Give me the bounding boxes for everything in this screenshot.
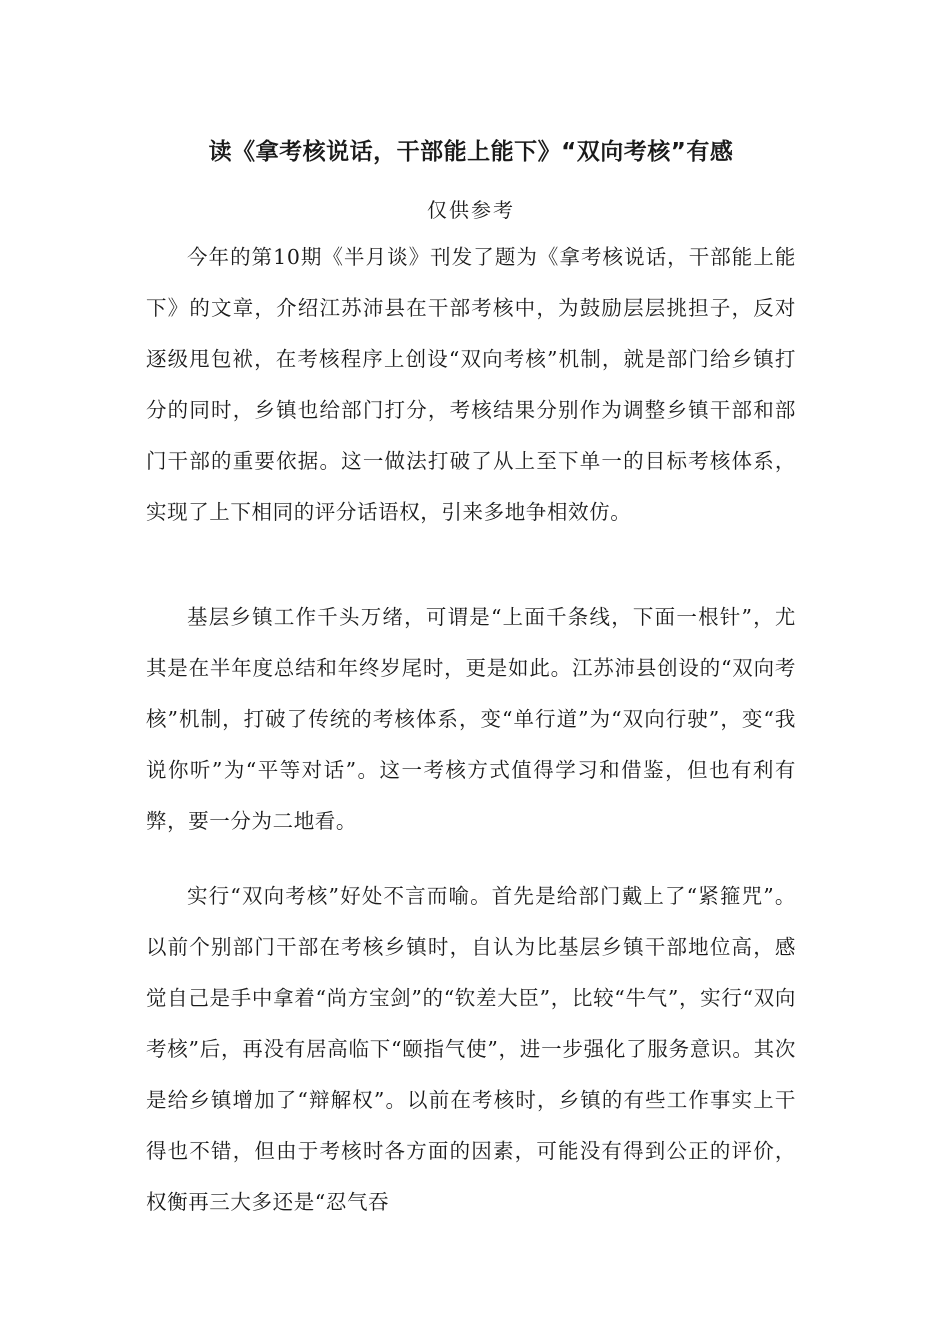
document-title: 读《拿考核说话，干部能上能下》“双向考核”有感 (208, 139, 734, 165)
paragraph-1: 今年的第10期《半月谈》刊发了题为《拿考核说话，干部能上能下》的文章，介绍江苏沛县在干部考核中，为鼓励层层挑担子，反对逐级甩包袱，在考核程序上创设“双向考核”机制，就是部门给乡镇打分的同时，乡镇也给部门打分，考核结果分别作为调整乡镇干部和部门干部的重要依据。这一做法打破了从上至下单一的目标考核体系，实现了上下相同的评分话语权，引来多地争相效仿。 (146, 245, 796, 524)
paragraph-3: 实行“双向考核”好处不言而喻。首先是给部门戴上了“紧箍咒”。以前个别部门干部在考核乡镇时，自认为比基层乡镇干部地位高，感觉自己是手中拿着“尚方宝剑”的“钦差大臣”，比较“牛气”，实行“双向考核”后，再没有居高临下“颐指气使”，进一步强化了服务意识。其次是给乡镇增加了“辩解权”。以前在考核时，乡镇的有些工作事实上干得也不错，但由于考核时各方面的因素，可能没有得到公正的评价，权衡再三大多还是“忍气吞 (146, 884, 796, 1214)
paragraph-2: 基层乡镇工作千头万绪，可谓是“上面千条线，下面一根针”，尤其是在半年度总结和年终岁尾时，更是如此。江苏沛县创设的“双向考核”机制，打破了传统的考核体系，变“单行道”为“双向行驶”，变“我说你听”为“平等对话”。这一考核方式值得学习和借鉴，但也有利有弊，要一分为二地看。 (146, 605, 796, 833)
document-subtitle: 仅供参考 (427, 198, 515, 222)
document-body (146, 134, 796, 1228)
